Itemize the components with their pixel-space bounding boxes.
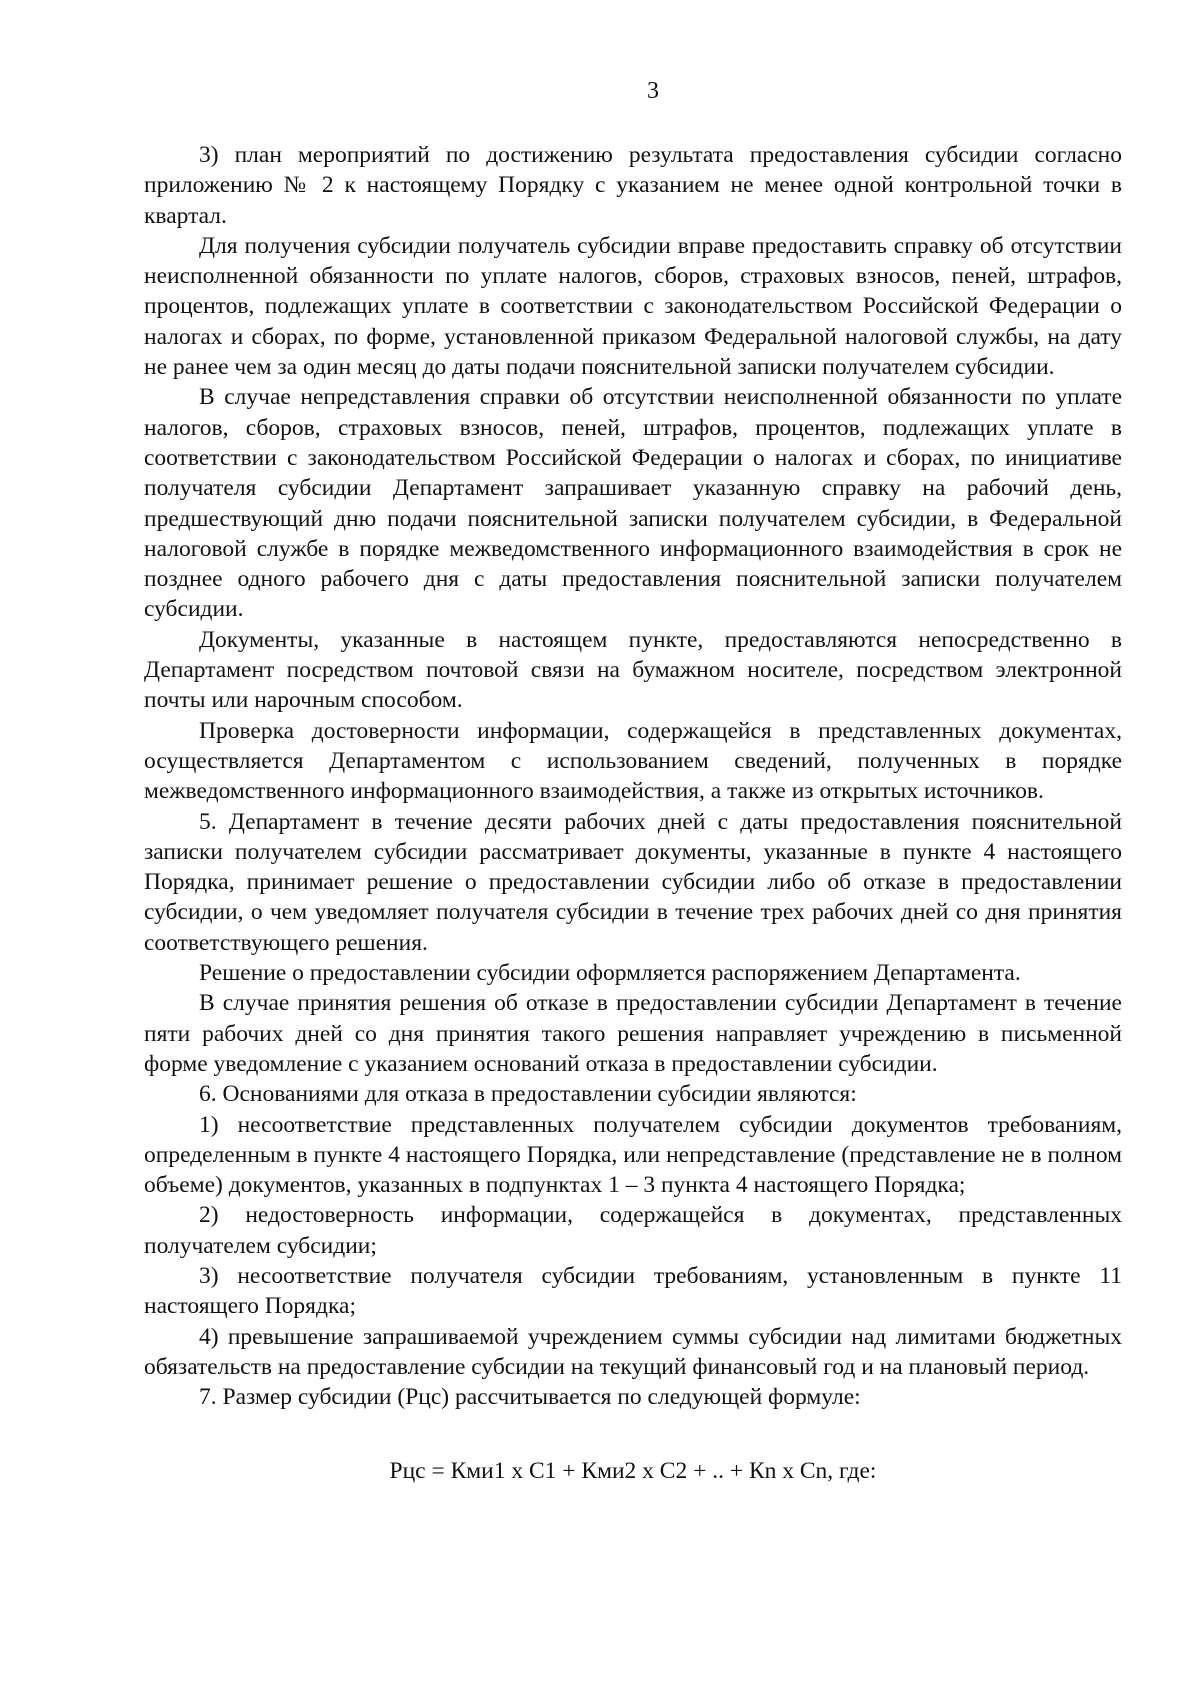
paragraph-item-5: 5. Департамент в течение десяти рабочих дней с даты предоставления пояснительной записки получателем субсидии рассматривает документы, указанные в пункте 4 настоящего Порядка, принимает решение о предоставлении субсидии либо об отказе в предоставлении субсидии, о чем уведомляет получателя субсидии в течение трех рабочих дней со дня принятия соответствующего решения. (144, 808, 1122, 956)
paragraph-refusal-notice: В случае принятия решения об отказе в предоставлении субсидии Департамент в течение пяти рабочих дней со дня принятия такого решения направляет учреждению в письменной форме уведомление с указанием оснований отказа в предоставлении субсидии. (144, 990, 1122, 1077)
paragraph-action-plan: 3) план мероприятий по достижению результата предоставления субсидии согласно приложению № 2 к настоящему Порядку с указанием не менее одной контрольной точки в квартал. (144, 142, 1122, 229)
paragraph-ground-1: 1) несоответствие представленных получателем субсидии документов требованиям, определенным в пункте 4 настоящего Порядка, или непредставление (представление не в полном объеме) документов, указанных в подпунктах 1 – 3 пункта 4 настоящего Порядка; (144, 1111, 1122, 1199)
paragraph-ground-4: 4) превышение запрашиваемой учреждением суммы субсидии над лимитами бюджетных обязательств на предоставление субсидии на текущий финансовый год и на плановый период. (144, 1323, 1122, 1380)
paragraph-tax-certificate: Для получения субсидии получатель субсидии вправе предоставить справку об отсутствии неисполненной обязанности по уплате налогов, сборов, страховых взносов, пеней, штрафов, процентов, подлежащих уплате в соответствии с законодательством Российской Федерации о налогах и сборах, по форме, установленной приказом Федеральной налоговой службы, на дату не ранее чем за один месяц до даты подачи пояснительной записки получателем субсидии. (144, 232, 1122, 381)
paragraph-item-6: 6. Основаниями для отказа в предоставлении субсидии являются: (199, 1081, 857, 1108)
page-number: 3 (647, 78, 659, 104)
paragraph-document-submission: Документы, указанные в настоящем пункте, предоставляются непосредственно в Департамент посредством почтовой связи на бумажном носителе, посредством электронной почты или нарочным способом. (144, 626, 1122, 714)
paragraph-decision: Решение о предоставлении субсидии оформляется распоряжением Департамента. (199, 960, 1021, 987)
paragraph-verification: Проверка достоверности информации, содержащейся в представленных документах, осуществляется Департаментом с использованием сведений, полученных в порядке межведомственного информационного взаимодействия, а также из открытых источников. (144, 717, 1122, 805)
paragraph-ground-2: 2) недостоверность информации, содержащейся в документах, представленных получателем субсидии; (144, 1202, 1122, 1259)
subsidy-formula: Рцс = Кми1 х С1 + Кми2 х С2 + .. + Кn х Сn, где: (389, 1458, 877, 1485)
paragraph-certificate-request: В случае непредставления справки об отсутствии неисполненной обязанности по уплате налогов, сборов, страховых взносов, пеней, штрафов, процентов, подлежащих уплате в соответствии с законодательством Российской Федерации о налогах и сборах, по инициативе получателя субсидии Департамент запрашивает указанную справку на рабочий день, предшествующий дню подачи пояснительной записки получателем субсидии, в Федеральной налоговой службе в порядке межведомственного информационного взаимодействия в срок не позднее одного рабочего дня с даты предоставления пояснительной записки получателем субсидии. (144, 384, 1122, 623)
paragraph-ground-3: 3) несоответствие получателя субсидии требованиям, установленным в пункте 11 настоящего Порядка; (144, 1262, 1122, 1320)
paragraph-item-7: 7. Размер субсидии (Рцс) рассчитывается по следующей формуле: (199, 1384, 861, 1411)
